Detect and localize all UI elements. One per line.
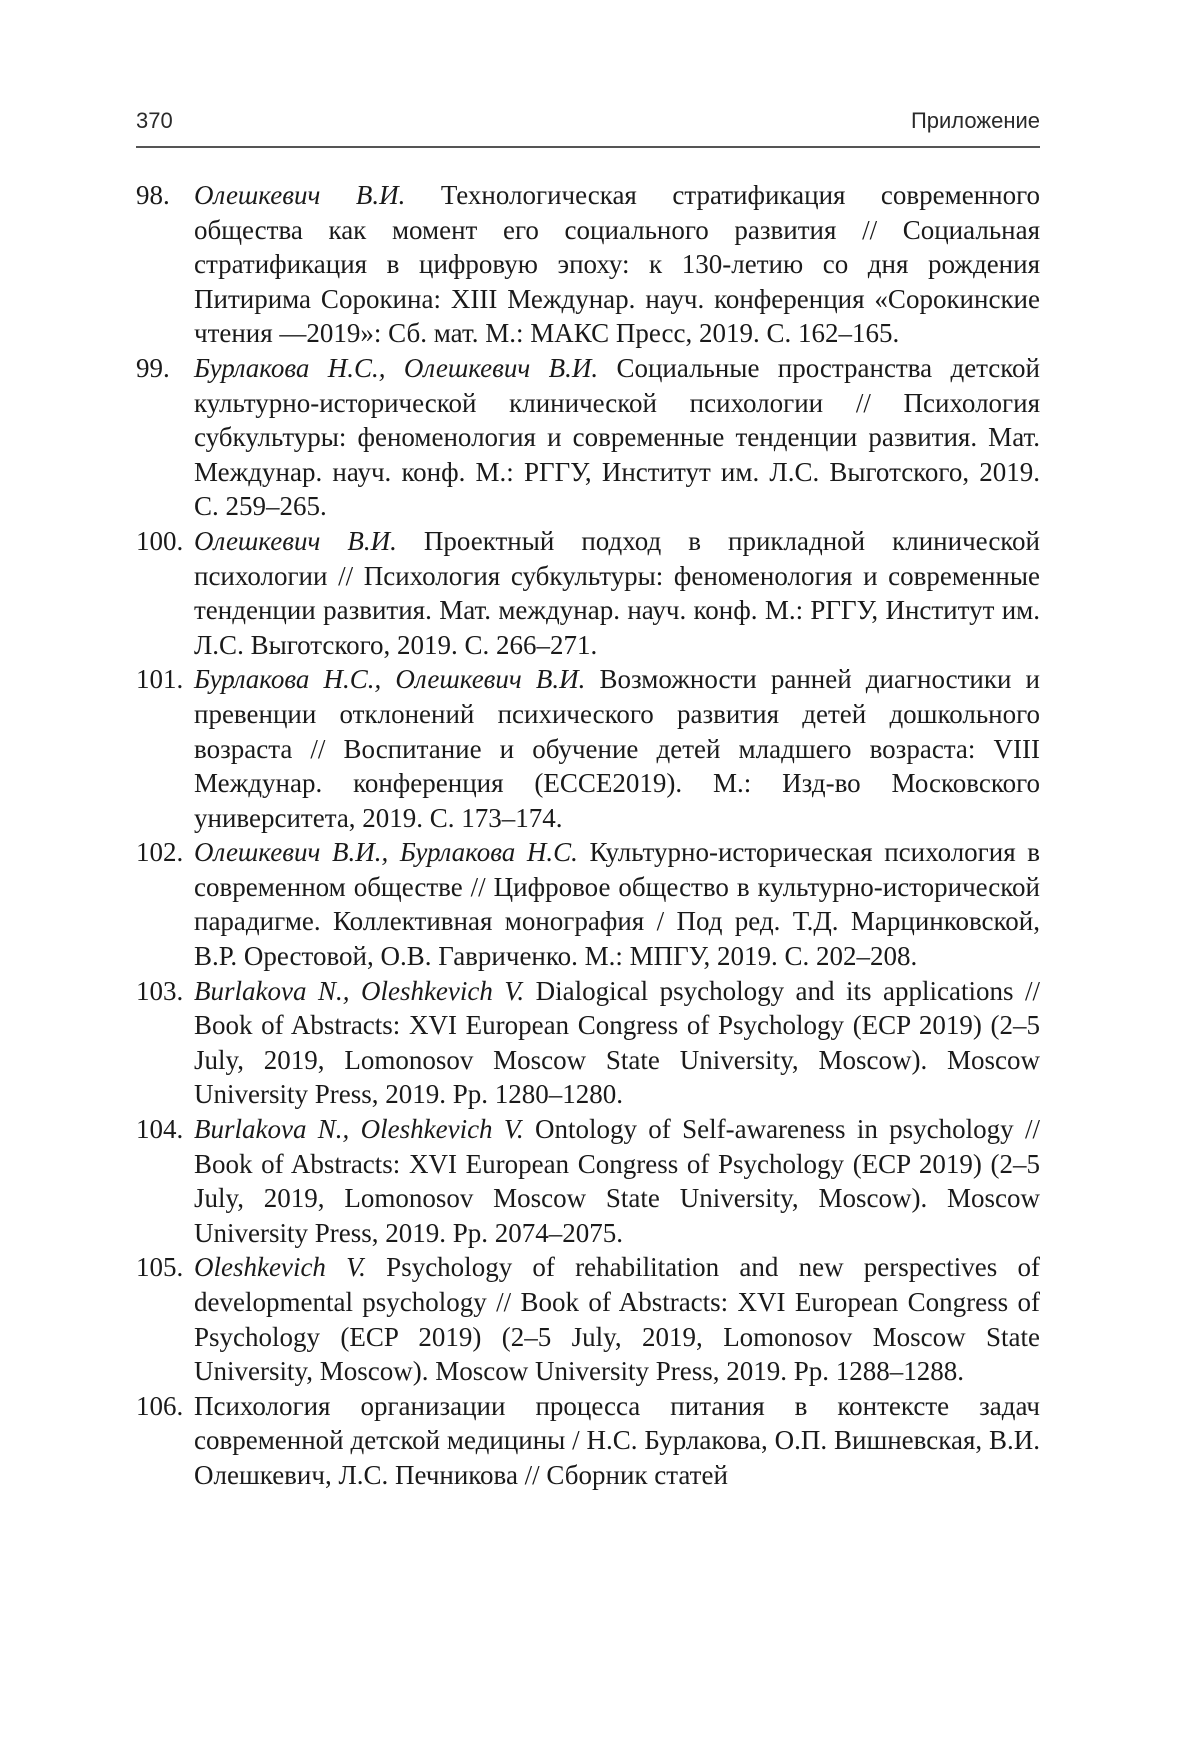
reference-item (136, 974, 1040, 1112)
reference-authors: Бурлакова Н.С., Олешкевич В.И. (194, 352, 599, 383)
reference-number: 99. (136, 352, 170, 383)
reference-body (194, 1389, 1040, 1493)
reference-number: 105. (136, 1252, 184, 1283)
reference-authors: Burlakova N., Oleshkevich V. (194, 975, 525, 1006)
reference-item (136, 351, 1040, 524)
reference-authors: Олешкевич В.И. (194, 180, 406, 210)
page-number: 370 (136, 108, 173, 133)
reference-number: 98. (136, 180, 170, 210)
reference-authors: Oleshkevich V. (194, 1252, 366, 1283)
reference-text: Dialogical psychology and its applications // Book of Abstracts: XVI European Congress of Psychology (ECP 2019) (2–5 July, 2019, Lomonosov Moscow State University, Moscow). Moscow University Press, 2019. Pp. 1280–1280. (194, 975, 1040, 1110)
reference-item (136, 835, 1040, 973)
reference-body (194, 178, 1040, 351)
reference-authors: Burlakova N., Oleshkevich V. (194, 1114, 524, 1145)
reference-number: 100. (136, 525, 184, 556)
reference-text: Психология организации процесса питания в контексте задач современной детской медицины / Н.С. Бурлакова, О.П. Вишневская, В.И. Олешкевич, Л.С. Печникова // Сборник статей (194, 1390, 1040, 1490)
reference-item (136, 662, 1040, 835)
reference-body (194, 974, 1040, 1112)
document-page (136, 108, 1040, 1493)
reference-authors: Бурлакова Н.С., Олешкевич В.И. (194, 664, 586, 695)
reference-body (194, 1250, 1040, 1388)
section-title: Приложение (910, 108, 1040, 133)
reference-item (136, 524, 1040, 662)
running-header (136, 108, 1040, 148)
reference-text: Культурно-историческая психология в современном обществе // Цифровое общество в культурно-исторической парадигме. Коллективная монография / Под ред. Т.Д. Марцинковской, В.Р. Орестовой, О.В. Гавриченко. М.: МПГУ, 2019. С. 202–208. (194, 837, 1040, 972)
reference-number: 102. (136, 837, 184, 868)
reference-list (136, 178, 1040, 1493)
reference-number: 104. (136, 1114, 184, 1145)
reference-item (136, 1250, 1040, 1388)
reference-body (194, 351, 1040, 524)
reference-number: 106. (136, 1390, 184, 1421)
reference-body (194, 1112, 1040, 1250)
reference-authors: Олешкевич В.И. (194, 525, 397, 556)
reference-text: Возможности ранней диагностики и превенции отклонений психического развития детей дошкольного возраста // Воспитание и обучение детей младшего возраста: VIII Междунар. конференция (ECCE2019). М.: Изд-во Московского университета, 2019. С. 173–174. (194, 664, 1040, 833)
reference-authors: Олешкевич В.И., Бурлакова Н.С. (194, 837, 578, 868)
reference-body (194, 524, 1040, 662)
reference-item (136, 1112, 1040, 1250)
reference-text: Ontology of Self-awareness in psychology // Book of Abstracts: XVI European Congress of Psychology (ECP 2019) (2–5 July, 2019, Lomonosov Moscow State University, Moscow). Moscow University Press, 2019. Pp. 2074–2075. (194, 1114, 1040, 1248)
reference-text: Проектный подход в прикладной клинической психологии // Психология субкультуры: феноменология и современные тенденции развития. Мат. междунар. науч. конф. М.: РГГУ, Институт им. Л.С. Выготского, 2019. С. 266–271. (194, 525, 1040, 660)
reference-text: Psychology of rehabilitation and new perspectives of developmental psychology // Book of Abstracts: XVI European Congress of Psychology (ECP 2019) (2–5 July, 2019, Lomonosov Moscow State University, Moscow). Moscow University Press, 2019. Pp. 1288–1288. (194, 1252, 1040, 1387)
reference-item (136, 1389, 1040, 1493)
reference-body (194, 662, 1040, 835)
reference-text: Социальные пространства детской культурно-исторической клинической психологии // Психология субкультуры: феноменология и современные тенденции развития. Мат. Междунар. науч. конф. М.: РГГУ, Институт им. Л.С. Выготского, 2019. С. 259–265. (194, 352, 1040, 522)
reference-item (136, 178, 1040, 351)
reference-text: Технологическая стратификация современного общества как момент его социального развития // Социальная стратификация в цифровую эпоху: к 130-летию со дня рождения Питирима Сорокина: XIII Междунар. науч. конференция «Сорокинские чтения —2019»: Сб. мат. М.: МАКС Пресс, 2019. С. 162–165. (194, 180, 1041, 349)
reference-number: 101. (136, 664, 184, 695)
reference-number: 103. (136, 975, 184, 1006)
reference-body (194, 835, 1040, 973)
